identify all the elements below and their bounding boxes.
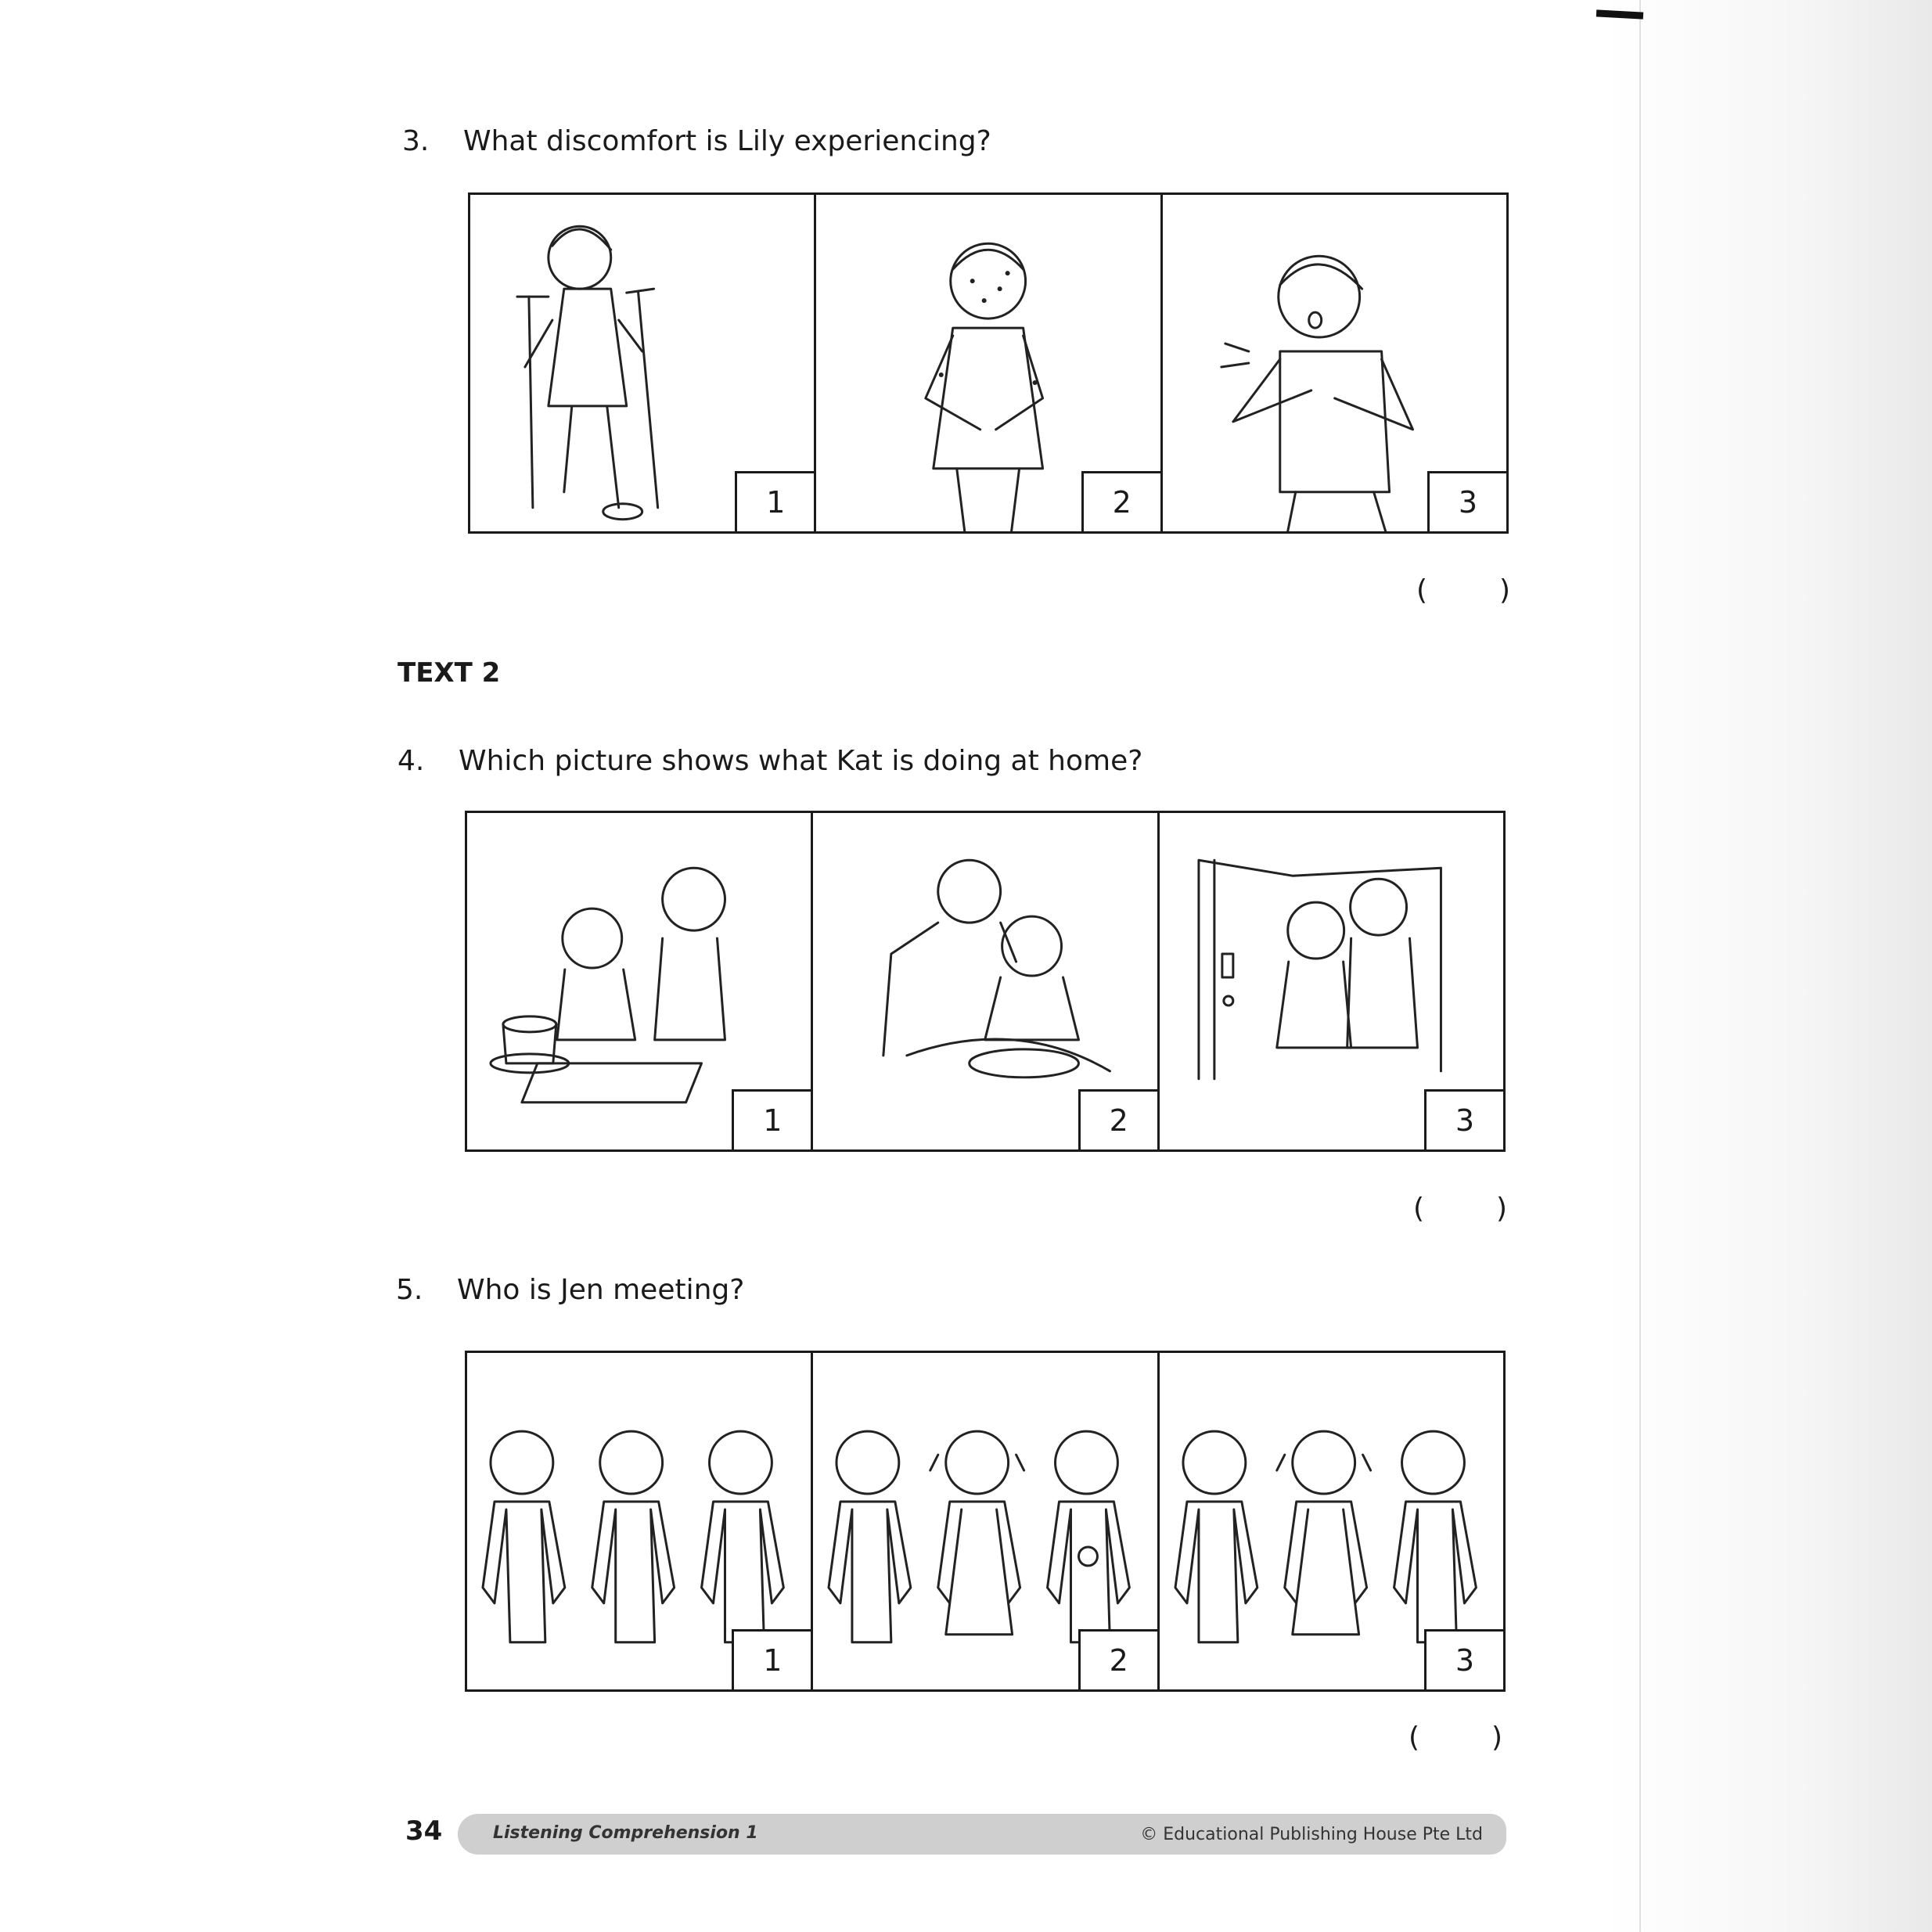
option-panel-3[interactable] [1160, 813, 1503, 1149]
option-panel-1[interactable] [467, 1353, 813, 1689]
option-panel-1[interactable] [470, 195, 816, 531]
option-number-box: 3 [1424, 1629, 1503, 1689]
question-4-options [465, 811, 1506, 1152]
page-margin-shadow [1604, 0, 1932, 1932]
option-number-box: 3 [1427, 471, 1506, 531]
footer-bar [458, 1814, 1506, 1855]
option-panel-2[interactable] [813, 813, 1159, 1149]
section-heading: TEXT 2 [398, 657, 501, 689]
answer-bracket-q4[interactable]: ( ) [1413, 1193, 1507, 1225]
option-panel-2[interactable] [816, 195, 1162, 531]
option-number-box: 2 [1078, 1629, 1157, 1689]
answer-bracket-q3[interactable]: ( ) [1416, 574, 1510, 606]
question-number: 4. [398, 745, 425, 777]
question-text: What discomfort is Lily experiencing? [463, 125, 991, 157]
question-3-options [468, 192, 1509, 534]
option-number-box: 1 [732, 1629, 811, 1689]
page-edge [1639, 0, 1641, 1932]
question-5-options [465, 1351, 1506, 1692]
question-text: Which picture shows what Kat is doing at home? [459, 745, 1143, 777]
question-number: 5. [396, 1274, 423, 1306]
option-number-box: 2 [1078, 1089, 1157, 1149]
option-number-box: 1 [735, 471, 814, 531]
option-number-box: 2 [1081, 471, 1160, 531]
option-panel-2[interactable] [813, 1353, 1159, 1689]
option-panel-3[interactable] [1160, 1353, 1503, 1689]
option-panel-1[interactable] [467, 813, 813, 1149]
scan-corner-mark [1596, 9, 1643, 19]
copyright-notice: © Educational Publishing House Pte Ltd [1140, 1825, 1483, 1844]
option-number-box: 3 [1424, 1089, 1503, 1149]
question-text: Who is Jen meeting? [457, 1274, 745, 1306]
option-panel-3[interactable] [1163, 195, 1506, 531]
option-number-box: 1 [732, 1089, 811, 1149]
book-title: Listening Comprehension 1 [493, 1823, 758, 1843]
answer-bracket-q5[interactable]: ( ) [1409, 1722, 1502, 1754]
page-number: 34 [405, 1815, 443, 1847]
question-number: 3. [402, 125, 430, 157]
